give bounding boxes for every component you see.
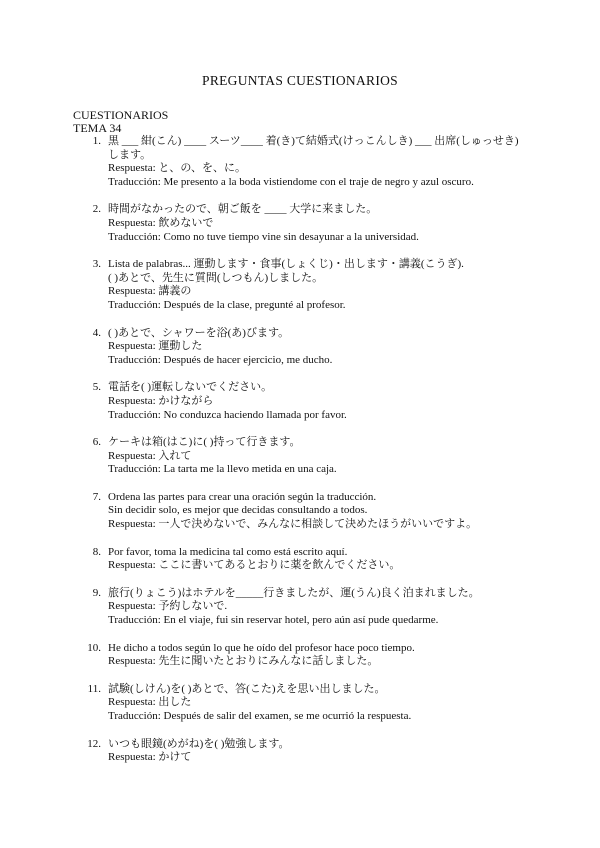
question-body <box>108 203 528 244</box>
question-number: 2. <box>92 203 101 216</box>
question-text: ( )あとで、シャワーを浴(あ)びます。 <box>108 326 290 339</box>
answer-line: Respuesta: 飲めないで <box>108 216 214 229</box>
translation-line: Traducción: No conduzca haciendo llamada por favor. <box>108 408 347 421</box>
question-item <box>0 642 600 669</box>
question-list <box>0 135 600 779</box>
question-item <box>0 327 600 368</box>
question-number: 5. <box>92 381 101 394</box>
question-text: 電話を( )運転しないでください。 <box>108 381 273 394</box>
question-body <box>108 738 528 765</box>
question-number: 1. <box>92 135 101 147</box>
question-text: ケーキは箱(はこ)に( )持って行きます。 <box>108 436 301 449</box>
answer-line: Respuesta: 入れて <box>108 449 192 462</box>
translation-line: Traducción: La tarta me la llevo metida en una caja. <box>108 463 337 476</box>
question-number: 7. <box>92 490 101 503</box>
question-number: 8. <box>92 545 101 558</box>
answer-line: Respuesta: 予約しないで. <box>108 600 228 613</box>
question-text: Lista de palabras... 運動します・食事(しょくじ)・出します・講義(こうぎ). <box>108 258 464 271</box>
question-number: 11. <box>87 682 101 695</box>
question-text: 時間がなかったので、朝ご飯を ____ 大学に来ました。 <box>108 203 378 216</box>
question-body <box>108 258 528 312</box>
question-body <box>108 135 528 189</box>
document-title: PREGUNTAS CUESTIONARIOS <box>202 73 398 88</box>
translation-line: Traducción: Después de salir del examen, se me ocurrió la respuesta. <box>108 710 412 722</box>
question-body <box>108 587 528 628</box>
question-item <box>0 491 600 532</box>
tema-label: TEMA 34 <box>73 121 122 135</box>
question-item <box>0 683 600 724</box>
question-item <box>0 436 600 477</box>
answer-line: Respuesta: 一人で決めないで、みんなに相談して決めたほうがいいですよ。 <box>108 518 478 531</box>
question-item <box>0 135 600 189</box>
answer-line: Respuesta: かけながら <box>108 394 214 407</box>
question-body <box>108 381 528 422</box>
translation-line: Traducción: Como no tuve tiempo vine sin desayunar a la universidad. <box>108 230 419 243</box>
question-body <box>108 327 528 368</box>
question-body <box>108 683 528 724</box>
question-item <box>0 546 600 573</box>
question-item <box>0 587 600 628</box>
question-item <box>0 258 600 312</box>
translation-line: Traducción: Me presento a la boda vistiendome con el traje de negro y azul oscuro. <box>108 175 474 188</box>
answer-line: Respuesta: と、の、を、に。 <box>108 162 246 175</box>
question-text: Por favor, toma la medicina tal como está escrito aquí. <box>108 545 348 558</box>
question-body <box>108 642 528 669</box>
question-number: 3. <box>92 258 101 271</box>
question-number: 4. <box>92 326 101 339</box>
answer-line: Respuesta: 先生に聞いたとおりにみんなに話しました。 <box>108 655 379 668</box>
question-item <box>0 203 600 244</box>
translation-line: Traducción: Después de la clase, pregunté al profesor. <box>108 298 346 311</box>
answer-line: Respuesta: ここに書いてあるとおりに薬を飲んでください。 <box>108 559 401 572</box>
question-text: いつも眼鏡(めがね)を( )勉強します。 <box>108 737 290 750</box>
question-number: 9. <box>92 586 101 599</box>
question-body <box>108 546 528 573</box>
question-item <box>0 738 600 765</box>
translation-line: Traducción: Después de hacer ejercicio, me ducho. <box>108 353 333 366</box>
answer-line: Respuesta: 講義の <box>108 285 192 298</box>
question-text: Sin decidir solo, es mejor que decidas consultando a todos. <box>108 504 368 517</box>
question-text: 黒 ___ 紺(こん) ____ スーツ____ 着(き)て結婚式(けっこんしき) ___ 出席(しゅっせき)します。 <box>108 135 519 161</box>
question-body <box>108 491 528 532</box>
question-text: ( )あとで、先生に質問(しつもん)しました。 <box>108 271 324 284</box>
question-number: 10. <box>87 641 101 654</box>
question-text: Ordena las partes para crear una oración según la traducción. <box>108 490 377 503</box>
question-text: He dicho a todos según lo que he oído del profesor hace poco tiempo. <box>108 641 415 654</box>
question-text: 旅行(りょこう)はホテルを_____行きましたが、運(うん)良く泊まれました。 <box>108 586 480 599</box>
question-item <box>0 381 600 422</box>
question-number: 12. <box>87 737 101 750</box>
answer-line: Respuesta: 運動した <box>108 340 203 353</box>
section-label: CUESTIONARIOS <box>73 108 169 122</box>
translation-line: Traducción: En el viaje, fui sin reservar hotel, pero aún así pude quedarme. <box>108 614 439 627</box>
question-number: 6. <box>92 436 101 449</box>
answer-line: Respuesta: 出した <box>108 696 192 709</box>
question-text: 試験(しけん)を( )あとで、答(こた)えを思い出しました。 <box>108 682 386 695</box>
question-body <box>108 436 528 477</box>
answer-line: Respuesta: かけて <box>108 751 192 764</box>
